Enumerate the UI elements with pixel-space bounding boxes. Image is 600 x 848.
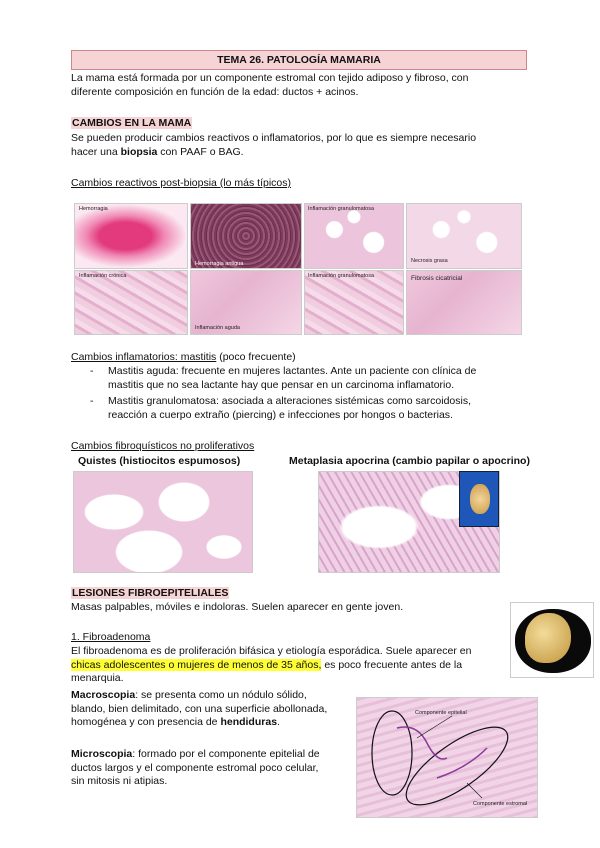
intro-line: diferente composición en función de la edad: ductos + acinos. (71, 85, 359, 98)
page-title (71, 50, 527, 70)
page-title-text: TEMA 26. PATOLOGÍA MAMARIA (217, 54, 381, 66)
duct-stroke (397, 727, 447, 759)
annotation-ellipse (372, 711, 412, 795)
microscopia-paragraph: Microscopia: formado por el componente epitelial de ductos largos y el componente estromal poco celular, sin mitosis ni atipias. (71, 748, 320, 787)
histology-panel: Hemorragia (74, 203, 188, 269)
section-heading-lesiones (71, 587, 229, 601)
bullet-dash: - (90, 395, 94, 407)
cambios-line: Se pueden producir cambios reactivos o inflamatorios, por lo que es siempre necesario (71, 132, 477, 144)
reactivos-title: Cambios reactivos post-biopsia (lo más típicos) (71, 177, 291, 189)
fibroadenoma-micro-image: Componente epitelial Componente estromal (356, 697, 538, 818)
annotation-line (417, 716, 452, 738)
lesiones-paragraph: Masas palpables, móviles e indoloras. Suelen aparecer en gente joven. (71, 601, 404, 613)
section-heading-cambios (71, 117, 192, 131)
bullet-dash: - (90, 365, 94, 377)
list-item: Mastitis granulomatosa: asociada a alteraciones sistémicas como sarcoidosis, reacción a cuerpo extraño (piercing) e infecciones por hongos o bacterias. (108, 395, 471, 421)
duct-stroke (437, 748, 487, 778)
histology-panel: Inflamación granulomatosa (304, 270, 404, 335)
intro-line: La mama está formada por un componente estromal con tejido adiposo y fibroso, con (71, 72, 469, 84)
highlighted-text: chicas adolescentes o mujeres de menos de 35 años, (71, 658, 322, 671)
micro-annotation-overlay (357, 698, 538, 818)
annotation-line (467, 783, 482, 798)
quistes-label: Quistes (histiocitos espumosos) (78, 455, 241, 467)
nodule-shape (525, 613, 571, 663)
histology-panel: Inflamación aguda (190, 270, 302, 335)
fibroadenoma-gross-photo (510, 602, 594, 678)
histology-panel: Fibrosis cicatricial (406, 270, 522, 335)
section-heading-text: LESIONES FIBROEPITELIALES (72, 587, 229, 599)
fibroadenoma-title: 1. Fibroadenoma (71, 631, 151, 643)
histology-panel: Necrosis grasa (406, 203, 522, 269)
fibroquisticos-title: Cambios fibroquísticos no proliferativos (71, 440, 255, 452)
section-heading-text: CAMBIOS EN LA MAMA (72, 117, 192, 129)
macroscopia-paragraph: Macroscopia: se presenta como un nódulo sólido, blando, bien delimitado, con una superficie abollonada, homogénea y con presencia de hendiduras. (71, 689, 328, 728)
fibroadenoma-paragraph: El fibroadenoma es de proliferación bifásica y etiología esporádica. Suele aparecer en chicas adolescentes o mujeres de menos de 35 años, es poco frecuente antes de la menarquia. (71, 645, 472, 684)
histology-panel: Inflamación crónica (74, 270, 188, 335)
reactivos-image-grid (74, 203, 522, 335)
cambios-line: hacer una biopsia con PAAF o BAG. (71, 145, 244, 158)
histology-panel: Inflamación granulomatosa (304, 203, 404, 269)
gross-specimen-photo (459, 471, 499, 527)
specimen-shape (470, 484, 490, 514)
quistes-image (73, 471, 253, 573)
cambios-paragraph (71, 132, 541, 159)
metaplasia-label: Metaplasia apocrina (cambio papilar o apocrino) (289, 455, 530, 467)
inflamatorios-title: Cambios inflamatorios: mastitis (poco frecuente) (71, 351, 296, 363)
list-item: Mastitis aguda: frecuente en mujeres lactantes. Ante un paciente con clínica de mastitis que no sea lactante hay que pensar en un carcinoma inflamatorio. (108, 365, 477, 391)
histology-panel: Hemorragia antigua (190, 203, 302, 269)
intro-paragraph (71, 72, 541, 99)
